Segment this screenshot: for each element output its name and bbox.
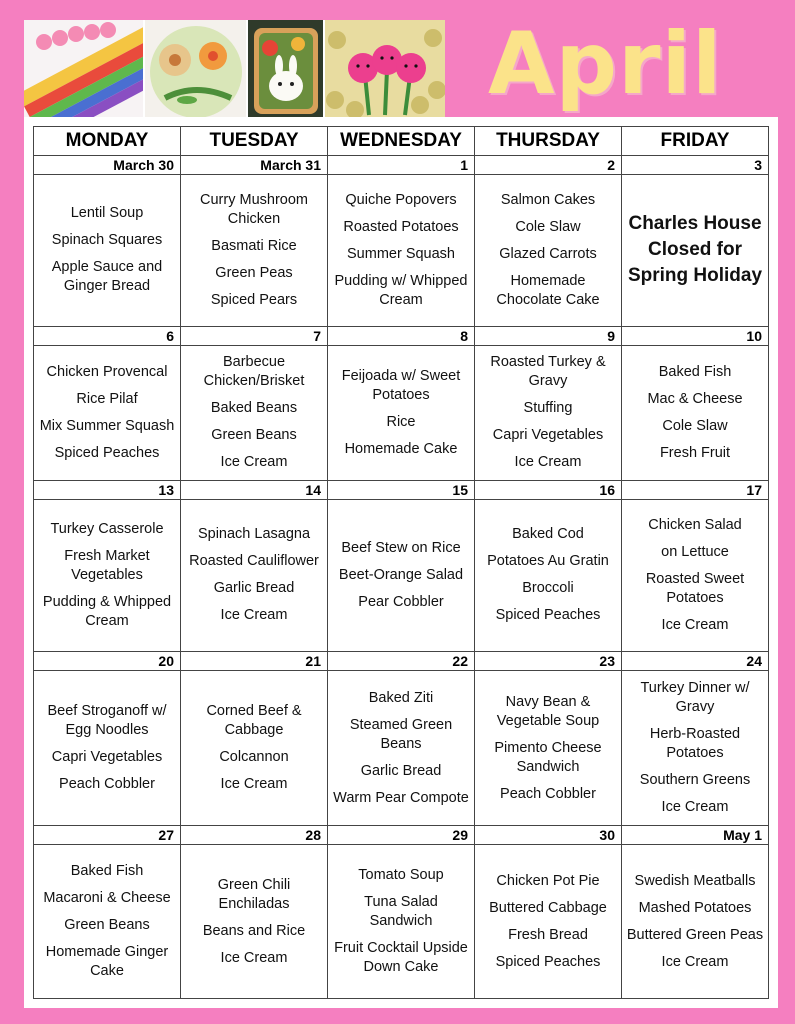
menu-item: Chicken Provencal xyxy=(46,363,168,380)
date-label: 21 xyxy=(181,651,328,670)
menu-item: Mashed Potatoes xyxy=(638,899,752,916)
weekday-header: FRIDAY xyxy=(622,127,769,156)
date-row xyxy=(34,651,769,670)
menu-item: Capri Vegetables xyxy=(51,749,163,766)
day-menu xyxy=(328,187,474,314)
date-label: 8 xyxy=(328,326,475,345)
menu-calendar xyxy=(33,126,769,999)
menu-item: Ice Cream xyxy=(661,616,729,633)
day-menu-cell xyxy=(622,500,769,651)
menu-item: Spiced Pears xyxy=(210,291,298,308)
day-menu-cell xyxy=(622,175,769,326)
menu-item: Garlic Bread xyxy=(213,580,295,597)
menu-item: Beet-Orange Salad xyxy=(338,566,464,583)
menu-item: Pudding & Whipped Cream xyxy=(42,593,172,629)
day-menu-cell xyxy=(622,345,769,480)
date-label: 23 xyxy=(475,651,622,670)
calendar-sheet xyxy=(24,117,778,1008)
menu-item: Ice Cream xyxy=(220,776,288,793)
menu-item: Herb-Roasted Potatoes xyxy=(649,726,741,762)
date-label: May 1 xyxy=(622,826,769,845)
menu-item: Fresh Fruit xyxy=(659,444,731,461)
day-menu-cell xyxy=(181,670,328,825)
menu-item: Baked Cod xyxy=(512,526,584,543)
date-label: 1 xyxy=(328,156,475,175)
date-label: 16 xyxy=(475,481,622,500)
menu-item: Ice Cream xyxy=(661,953,729,970)
menu-item: Warm Pear Compote xyxy=(333,789,469,806)
day-menu xyxy=(475,868,621,976)
weekday-header-row xyxy=(34,127,769,156)
day-menu xyxy=(475,689,621,808)
menu-item: Homemade Cake xyxy=(344,440,458,457)
menu-item: Roasted Cauliflower xyxy=(189,553,319,570)
date-label: 27 xyxy=(34,826,181,845)
menu-item: Green Peas xyxy=(215,264,293,281)
date-label: 24 xyxy=(622,651,769,670)
date-label: 22 xyxy=(328,651,475,670)
menu-item: Peach Cobbler xyxy=(59,776,155,793)
food-photo-strip xyxy=(24,20,445,121)
menu-item: Spiced Peaches xyxy=(495,953,601,970)
day-menu xyxy=(328,363,474,463)
day-menu-cell xyxy=(181,345,328,480)
menu-item: Cole Slaw xyxy=(515,218,581,235)
day-menu xyxy=(622,207,768,293)
menu-item: Tomato Soup xyxy=(358,867,444,884)
date-label: March 30 xyxy=(34,156,181,175)
day-menu xyxy=(34,516,180,635)
menu-item: Ice Cream xyxy=(220,949,288,966)
menu-item: Apple Sauce and Ginger Bread xyxy=(51,259,163,295)
date-label: 29 xyxy=(328,826,475,845)
date-label: 9 xyxy=(475,326,622,345)
menu-item: Stuffing xyxy=(523,400,573,417)
day-menu xyxy=(328,685,474,812)
menu-item: Ice Cream xyxy=(514,454,582,471)
menu-item: Fresh Bread xyxy=(508,926,588,943)
menu-row xyxy=(34,500,769,651)
menu-item: Buttered Green Peas xyxy=(626,926,764,943)
menu-item: Roasted Sweet Potatoes xyxy=(645,570,745,606)
fruit-skewers-photo xyxy=(24,20,143,121)
day-menu-cell xyxy=(181,175,328,326)
pasta-tulip-photo xyxy=(325,20,445,121)
day-menu xyxy=(181,872,327,972)
day-menu xyxy=(475,349,621,476)
day-menu xyxy=(181,698,327,798)
day-menu-cell xyxy=(328,175,475,326)
menu-item: Steamed Green Beans xyxy=(349,716,453,752)
sandwich-flower-plate-photo xyxy=(145,20,246,121)
day-menu xyxy=(475,187,621,314)
menu-item: Green Beans xyxy=(211,427,297,444)
menu-item: Homemade Chocolate Cake xyxy=(496,272,600,308)
menu-item: Ice Cream xyxy=(220,607,288,624)
day-menu xyxy=(181,521,327,629)
day-menu xyxy=(622,359,768,467)
menu-item: Turkey Casserole xyxy=(50,520,164,537)
day-menu xyxy=(34,698,180,798)
date-label: 6 xyxy=(34,326,181,345)
date-label: 13 xyxy=(34,481,181,500)
menu-item: Ice Cream xyxy=(220,454,288,471)
menu-item: Chicken Pot Pie xyxy=(496,872,600,889)
menu-item: Colcannon xyxy=(219,749,289,766)
date-row xyxy=(34,826,769,845)
calendar-body xyxy=(34,156,769,999)
date-label: 30 xyxy=(475,826,622,845)
day-menu xyxy=(475,521,621,629)
day-menu xyxy=(34,858,180,985)
date-label: March 31 xyxy=(181,156,328,175)
date-label: 15 xyxy=(328,481,475,500)
day-menu xyxy=(34,359,180,467)
menu-item: Macaroni & Cheese xyxy=(43,890,171,907)
weekday-header: WEDNESDAY xyxy=(328,127,475,156)
menu-item: Green Beans xyxy=(64,917,150,934)
date-label: 10 xyxy=(622,326,769,345)
menu-item: Turkey Dinner w/ Gravy xyxy=(640,680,750,716)
menu-item: Baked Ziti xyxy=(368,689,434,706)
menu-row xyxy=(34,670,769,825)
menu-row xyxy=(34,175,769,326)
day-menu-cell xyxy=(328,670,475,825)
menu-item: Rice xyxy=(386,413,416,430)
menu-item: Glazed Carrots xyxy=(499,245,597,262)
menu-item: Feijoada w/ Sweet Potatoes xyxy=(341,367,461,403)
menu-item: Garlic Bread xyxy=(360,762,442,779)
day-menu-cell xyxy=(34,175,181,326)
weekday-header: MONDAY xyxy=(34,127,181,156)
menu-row xyxy=(34,845,769,999)
month-title: April xyxy=(488,14,723,114)
day-menu-cell xyxy=(181,845,328,999)
date-row xyxy=(34,481,769,500)
menu-item: Swedish Meatballs xyxy=(634,872,756,889)
day-menu-cell xyxy=(328,500,475,651)
menu-item: Green Chili Enchiladas xyxy=(217,876,291,912)
menu-item: Roasted Turkey & Gravy xyxy=(490,354,606,390)
date-label: 14 xyxy=(181,481,328,500)
menu-item: Corned Beef & Cabbage xyxy=(206,703,302,739)
day-menu-cell xyxy=(475,175,622,326)
date-row xyxy=(34,326,769,345)
day-menu xyxy=(34,200,180,300)
day-menu-cell xyxy=(475,345,622,480)
menu-item: Baked Fish xyxy=(658,363,732,380)
menu-item: Curry Mushroom Chicken xyxy=(200,191,308,227)
menu-item: Capri Vegetables xyxy=(492,427,604,444)
bento-box-photo xyxy=(248,20,323,121)
menu-item: Summer Squash xyxy=(347,245,455,262)
day-menu-cell xyxy=(34,500,181,651)
menu-item: Tuna Salad Sandwich xyxy=(364,894,438,930)
menu-item: Pudding w/ Whipped Cream xyxy=(334,272,468,308)
menu-item: Peach Cobbler xyxy=(500,785,596,802)
menu-item: Barbecue Chicken/Brisket xyxy=(203,354,305,390)
date-label: 28 xyxy=(181,826,328,845)
day-menu xyxy=(622,512,768,639)
day-menu-cell xyxy=(34,670,181,825)
menu-item: Quiche Popovers xyxy=(345,191,457,208)
day-menu xyxy=(622,675,768,821)
day-menu-cell xyxy=(34,345,181,480)
day-menu-cell xyxy=(328,345,475,480)
menu-item: Chicken Salad xyxy=(648,516,742,533)
menu-item: Mix Summer Squash xyxy=(39,417,175,434)
day-menu-cell xyxy=(475,845,622,999)
day-menu xyxy=(181,187,327,314)
menu-item: Baked Fish xyxy=(70,863,144,880)
menu-item: Baked Beans xyxy=(210,400,298,417)
menu-row xyxy=(34,345,769,480)
menu-item: Beef Stroganoff w/ Egg Noodles xyxy=(47,703,167,739)
menu-item: Pear Cobbler xyxy=(358,593,444,610)
menu-item: Navy Bean & Vegetable Soup xyxy=(496,693,600,729)
menu-item: Salmon Cakes xyxy=(500,191,596,208)
menu-item: Mac & Cheese xyxy=(647,390,743,407)
menu-item: Beans and Rice xyxy=(202,922,306,939)
day-menu xyxy=(328,535,474,616)
menu-item: Homemade Ginger Cake xyxy=(45,944,169,980)
date-row xyxy=(34,156,769,175)
menu-item: Fruit Cocktail Upside Down Cake xyxy=(334,940,468,976)
date-label: 7 xyxy=(181,326,328,345)
menu-item: Lentil Soup xyxy=(70,205,144,222)
menu-item: Spinach Lasagna xyxy=(197,526,311,543)
menu-item: Spinach Squares xyxy=(51,232,163,249)
menu-item: Basmati Rice xyxy=(211,237,297,254)
date-label: 20 xyxy=(34,651,181,670)
menu-item: Pimento Cheese Sandwich xyxy=(494,739,602,775)
day-menu-cell xyxy=(475,670,622,825)
menu-item: Rice Pilaf xyxy=(76,390,138,407)
day-menu-cell xyxy=(622,670,769,825)
day-menu-cell xyxy=(622,845,769,999)
day-menu-cell xyxy=(475,500,622,651)
weekday-header: THURSDAY xyxy=(475,127,622,156)
menu-item: Cole Slaw xyxy=(662,417,728,434)
date-label: 17 xyxy=(622,481,769,500)
day-menu-cell xyxy=(328,845,475,999)
menu-item: Ice Cream xyxy=(661,799,729,816)
day-menu xyxy=(328,862,474,981)
menu-item: Beef Stew on Rice xyxy=(341,539,461,556)
menu-item: Potatoes Au Gratin xyxy=(487,553,609,570)
day-menu xyxy=(181,349,327,476)
menu-item: Buttered Cabbage xyxy=(489,899,607,916)
closure-notice: Charles House Closed for Spring Holiday xyxy=(627,213,763,287)
menu-item: Southern Greens xyxy=(639,772,751,789)
menu-item: Roasted Potatoes xyxy=(343,218,459,235)
menu-item: Fresh Market Vegetables xyxy=(64,547,150,583)
weekday-header: TUESDAY xyxy=(181,127,328,156)
day-menu xyxy=(622,868,768,976)
menu-item: Spiced Peaches xyxy=(495,607,601,624)
date-label: 3 xyxy=(622,156,769,175)
date-label: 2 xyxy=(475,156,622,175)
menu-item: Broccoli xyxy=(522,580,574,597)
menu-item: Spiced Peaches xyxy=(54,444,160,461)
day-menu-cell xyxy=(181,500,328,651)
day-menu-cell xyxy=(34,845,181,999)
menu-item: on Lettuce xyxy=(661,543,729,560)
